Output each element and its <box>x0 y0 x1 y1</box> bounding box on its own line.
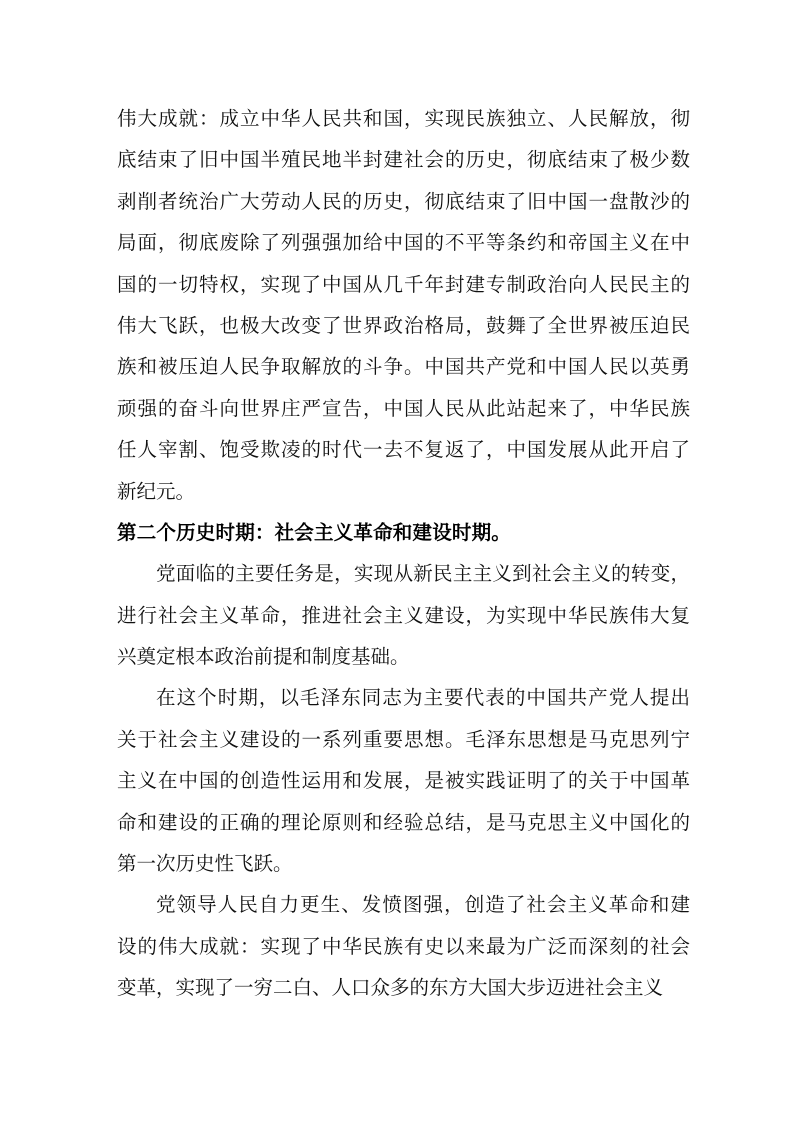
section-heading <box>117 513 690 554</box>
text-line: 主义在中国的创造性运用和发展，是被实践证明了的关于中国革 <box>117 771 690 793</box>
text-line: 党面临的主要任务是，实现从新民主主义到社会主义的转变， <box>156 564 690 586</box>
text-line: 任人宰割、饱受欺凌的时代一去不复返了，中国发展从此开启了 <box>117 440 690 462</box>
text-line: 命和建设的正确的理论原则和经验总结，是马克思主义中国化的 <box>117 812 690 834</box>
paragraph <box>117 554 690 678</box>
document-text-body <box>117 99 690 1010</box>
text-line: 第一次历史性飞跃。 <box>117 854 293 876</box>
text-line: 底结束了旧中国半殖民地半封建社会的历史，彻底结束了极少数 <box>117 150 690 172</box>
paragraph <box>117 99 690 513</box>
text-line: 国的一切特权，实现了中国从几千年封建专制政治向人民民主的 <box>117 274 690 296</box>
text-line: 关于社会主义建设的一系列重要思想。毛泽东思想是马克思列宁 <box>117 729 690 751</box>
text-line: 剥削者统治广大劳动人民的历史，彻底结束了旧中国一盘散沙的 <box>117 191 690 213</box>
text-line: 族和被压迫人民争取解放的斗争。中国共产党和中国人民以英勇 <box>117 357 690 379</box>
text-line: 进行社会主义革命，推进社会主义建设，为实现中华民族伟大复 <box>117 605 690 627</box>
text-line: 党领导人民自力更生、发愤图强，创造了社会主义革命和建 <box>156 895 690 917</box>
text-line: 局面，彻底废除了列强强加给中国的不平等条约和帝国主义在中 <box>117 233 690 255</box>
text-line: 伟大飞跃，也极大改变了世界政治格局，鼓舞了全世界被压迫民 <box>117 315 690 337</box>
text-line: 伟大成就：成立中华人民共和国，实现民族独立、人民解放，彻 <box>117 109 690 130</box>
text-line: 顽强的奋斗向世界庄严宣告，中国人民从此站起来了，中华民族 <box>117 398 690 420</box>
text-line: 兴奠定根本政治前提和制度基础。 <box>117 647 410 669</box>
text-line: 变革，实现了一穷二白、人口众多的东方大国大步迈进社会主义 <box>117 978 664 1000</box>
text-line: 在这个时期，以毛泽东同志为主要代表的中国共产党人提出 <box>156 688 690 710</box>
section-heading-text: 第二个历史时期：社会主义革命和建设时期。 <box>117 521 512 544</box>
text-line: 新纪元。 <box>117 481 196 503</box>
paragraph <box>117 885 690 1009</box>
text-line: 设的伟大成就：实现了中华民族有史以来最为广泛而深刻的社会 <box>117 936 690 958</box>
paragraph <box>117 678 690 885</box>
